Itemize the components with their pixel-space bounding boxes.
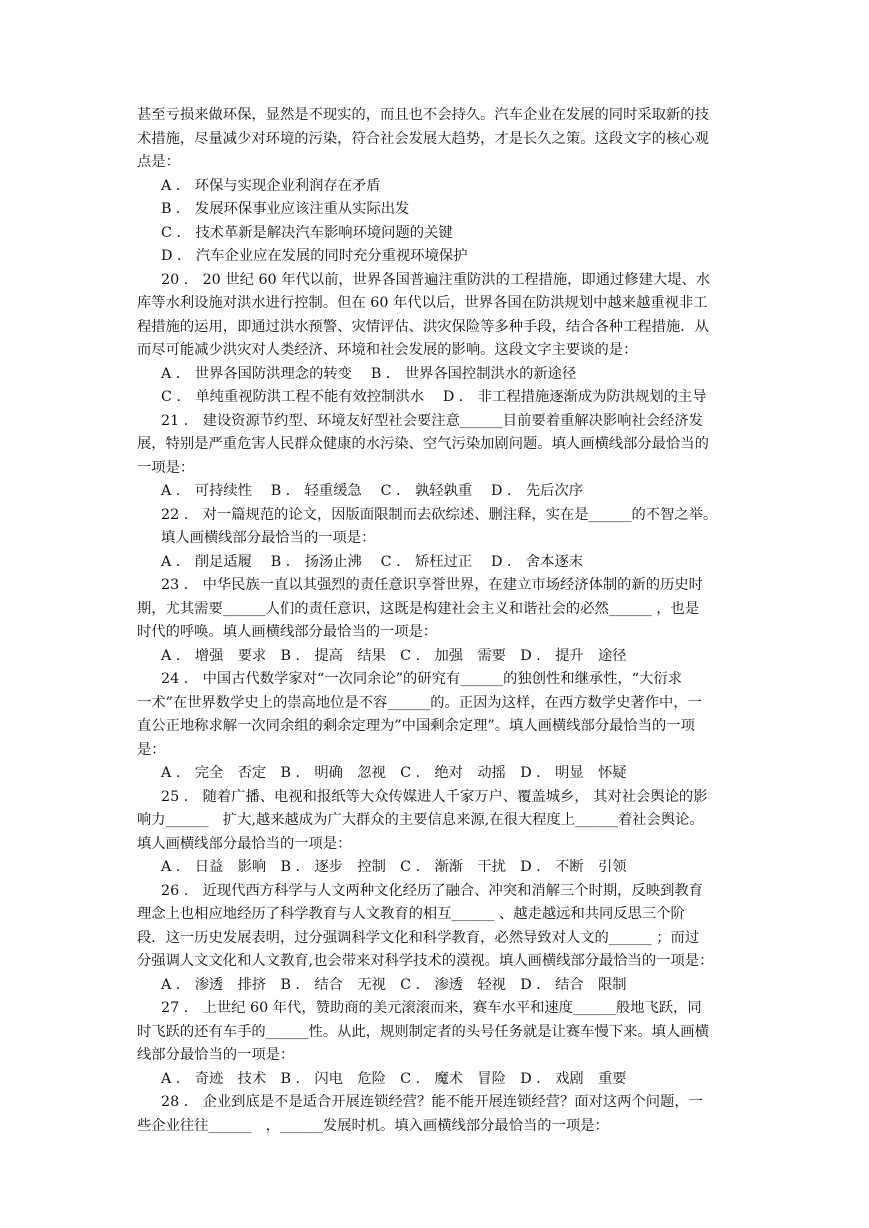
text-line: 库等水利设施对洪水进行控制。但在 60 年代以后，世界各国在防洪规划中越来越重视非工 xyxy=(137,295,708,311)
text-line: C ． 单纯重视防洪工程不能有效控制洪水 D ． 非工程措施逐渐成为防洪规划的主导 xyxy=(161,389,707,405)
text-line: A ． 奇迹 技术 B ． 闪电 危险 C ． 魔术 冒险 D ． 戏剧 重要 xyxy=(161,1070,627,1087)
text-line: 填人画横线部分最恰当的一项是： xyxy=(161,530,376,546)
text-line: 填人画横线部分最恰当的一项是： xyxy=(137,835,352,852)
text-line: 响力______ 扩大,越来越成为广大群众的主要信息来源,在很大程度上______着社会舆论。 xyxy=(137,812,704,828)
document-body xyxy=(137,104,747,1138)
text-line: 是： xyxy=(137,741,166,758)
text-line: 21 ． 建设资源节约型、环境友好型社会要注意______目前要着重解决影响社会经济发 xyxy=(161,412,703,429)
text-line: 些企业往往______ ，______发展时机。填入画横线部分最恰当的一项是： xyxy=(137,1117,609,1134)
text-line: 展，特别是严重危害人民群众健康的水污染、空气污染加剧问题。填人画横线部分最恰当的 xyxy=(137,436,709,452)
text-line: 27 ． 上世纪 60 年代，赞助商的美元滚滚而来，赛车水平和速度______般地飞跃，同 xyxy=(161,1000,702,1016)
text-line: 28 ． 企业到底是不是适合开展连锁经营？能不能开展连锁经营？面对这两个问题，一 xyxy=(161,1094,703,1110)
text-line: 20 ． 20 世纪 60 年代以前，世界各国普遍注重防洪的工程措施，即通过修建大堤、水 xyxy=(161,271,711,288)
text-line: 分强调人文文化和人文教育,也会带来对科学技术的漠视。填人画横线部分最恰当的一项是： xyxy=(137,953,714,969)
text-line: 25 ． 随着广播、电视和报纸等大众传媒进人千家万户、覆盖城乡， 其对社会舆论的影 xyxy=(161,788,708,805)
text-line: 时飞跃的还有车手的______性。从此，规则制定者的头号任务就是让赛车慢下来。填人画横 xyxy=(137,1023,709,1040)
text-line: A ． 可持续性 B ． 轻重缓急 C ． 孰轻孰重 D ． 先后次序 xyxy=(161,483,584,499)
text-line: A ． 完全 否定 B ． 明确 忽视 C ． 绝对 动摇 D ． 明显 怀疑 xyxy=(161,765,627,781)
text-line: 时代的呼唤。填人画横线部分最恰当的一项是： xyxy=(137,624,438,640)
text-line: 程措施的运用，即通过洪水预警、灾情评估、洪灾保险等多种手段，结合各种工程措施．从 xyxy=(137,318,709,335)
text-line: A ． 日益 影响 B ． 逐步 控制 C ． 渐渐 干扰 D ． 不断 引领 xyxy=(161,859,627,875)
text-line: B ． 发展环保事业应该注重从实际出发 xyxy=(161,201,410,217)
text-line: D ． 汽车企业应在发展的同时充分重视环境保护 xyxy=(161,248,468,264)
text-line: 理念上也相应地经历了科学教育与人文教育的相互______ 、越走越远和共同反思三个阶 xyxy=(137,906,685,922)
text-line: 直公正地称求解一次同余组的剩余定理为”中国剩余定理”。填人画横线部分最恰当的一项 xyxy=(137,718,695,734)
text-line: A ． 削足适履 B ． 扬汤止沸 C ． 矫枉过正 D ． 舍本逐末 xyxy=(161,553,584,570)
text-line: 点是： xyxy=(137,154,180,170)
text-line: A ． 渗透 排挤 B ． 结合 无视 C ． 渗透 轻视 D ． 结合 限制 xyxy=(161,976,627,993)
text-line: 甚至亏损来做环保，显然是不现实的，而且也不会持久。汽车企业在发展的同时采取新的技 xyxy=(137,107,709,123)
text-line: A ． 环保与实现企业利润存在矛盾 xyxy=(161,177,381,194)
text-line: 一术”在世界数学史上的崇高地位是不容______的。正因为这样，在西方数学史著作中，一 xyxy=(137,694,702,711)
text-line: 26 ． 近现代西方科学与人文两种文化经历了融合、冲突和消解三个时期，反映到教育 xyxy=(161,882,703,899)
text-line: 线部分最恰当的一项是： xyxy=(137,1047,295,1063)
text-line: 而尽可能减少洪灾对人类经济、环境和社会发展的影响。这段文字主要谈的是： xyxy=(137,342,638,358)
text-line: C ． 技术革新是解决汽车影响环境问题的关键 xyxy=(161,224,453,241)
text-line: 24 ． 中国古代数学家对“一次同余论”的研究有______的独创性和继承性，“大衍求 xyxy=(161,671,683,687)
text-line: A ． 增强 要求 B ． 提高 结果 C ． 加强 需要 D ． 提升 途径 xyxy=(161,647,627,664)
text-line: A ． 世界各国防洪理念的转变 B ． 世界各国控制洪水的新途径 xyxy=(161,365,577,382)
text-line: 期，尤其需要______人们的责任意识，这既是构建社会主义和谐社会的必然______ ，也是 xyxy=(137,600,700,617)
text-line: 23 ． 中华民族一直以其强烈的责任意识享誉世界，在建立市场经济体制的新的历史时 xyxy=(161,577,703,593)
text-line: 一项是： xyxy=(137,459,195,476)
text-line: 术措施，尽量减少对环境的污染，符合社会发展大趋势，才是长久之策。这段文字的核心观 xyxy=(137,130,709,147)
text-line: 22 ． 对一篇规范的论文，因版面限制而去砍综述、删注释，实在是______的不智之举。 xyxy=(161,506,718,523)
text-line: 段．这一历史发展表明，过分强调科学文化和科学教育，必然导致对人文的______ ；而过 xyxy=(137,929,700,946)
